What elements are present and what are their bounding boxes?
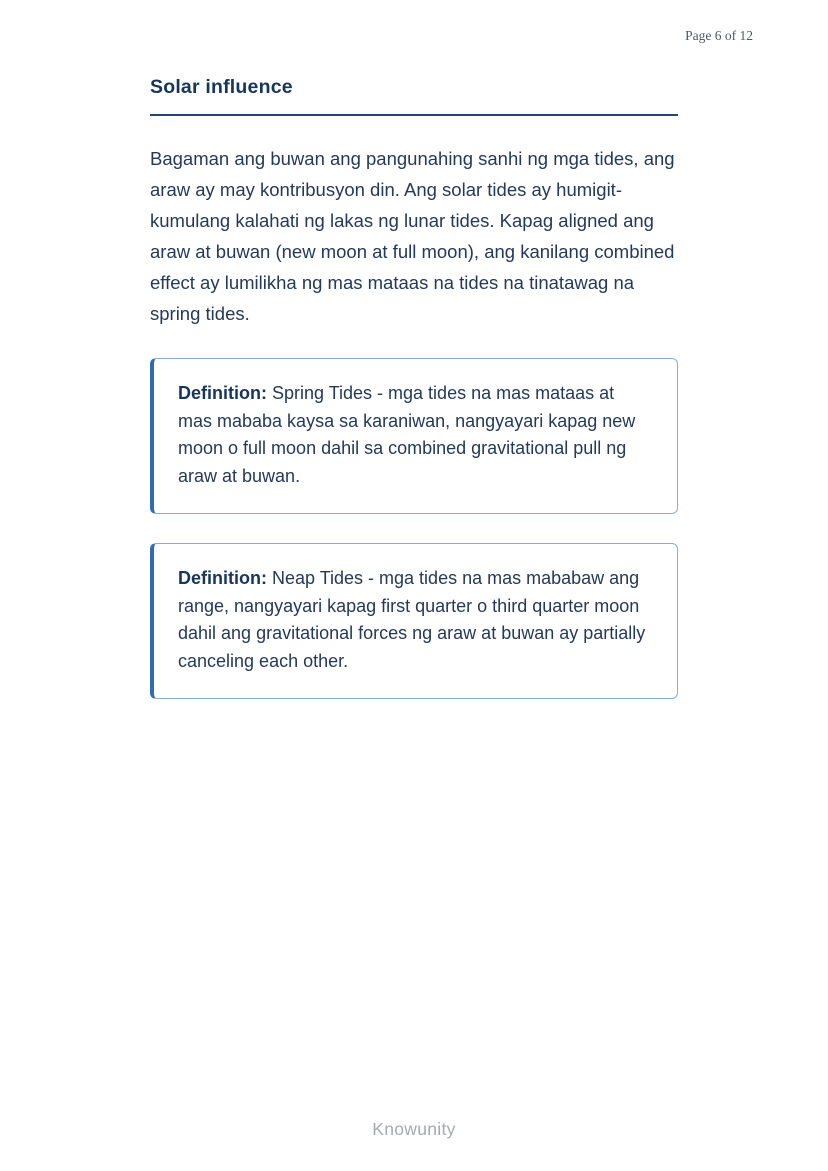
- definition-text-block: [178, 565, 653, 675]
- heading-divider: [150, 114, 678, 116]
- section-heading: Solar influence: [150, 76, 293, 98]
- definition-label: Definition:: [178, 568, 267, 588]
- definition-text-block: [178, 380, 653, 490]
- footer-brand: Knowunity: [372, 1119, 456, 1139]
- page-content: [150, 76, 678, 699]
- definition-box-spring-tides: [150, 358, 678, 514]
- definition-body: Spring Tides - mga tides na mas mataas at mas mababa kaysa sa karaniwan, nangyayari kapag new moon o full moon dahil sa combined gravitational pull ng araw at buwan.: [178, 383, 636, 486]
- definition-box-neap-tides: [150, 543, 678, 699]
- definition-label: Definition:: [178, 383, 267, 403]
- page-number-indicator: Page 6 of 12: [685, 28, 753, 43]
- body-paragraph: Bagaman ang buwan ang pangunahing sanhi ng mga tides, ang araw ay may kontribusyon din. Ang solar tides ay humigit-kumulang kalahati ng lakas ng lunar tides. Kapag aligned ang araw at buwan (new moon at full moon), ang kanilang combined effect ay lumilikha ng mas mataas na tides na tinatawag na spring tides.: [150, 148, 675, 324]
- definition-body: Neap Tides - mga tides na mas mababaw ang range, nangyayari kapag first quarter o third quarter moon dahil ang gravitational forces ng araw at buwan ay partially canceling each other.: [178, 568, 646, 671]
